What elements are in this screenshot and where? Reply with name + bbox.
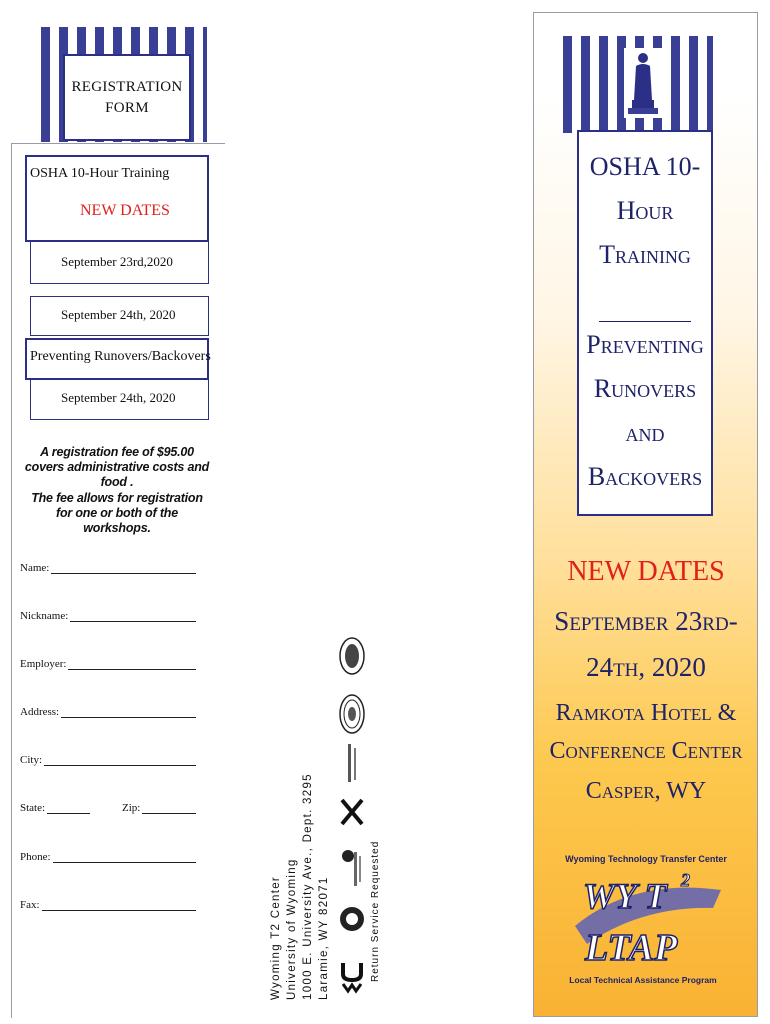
date-option-runovers-sept-24[interactable] [30, 380, 209, 420]
wyt2-ltap-logo [563, 848, 729, 988]
logo-superscript: 2 [681, 870, 690, 890]
state-field[interactable] [20, 796, 90, 814]
logo-wyt-text: WY T [583, 876, 667, 916]
name-line[interactable] [51, 562, 196, 574]
cover-subtitle-line3: and [625, 418, 665, 447]
zip-label: Zip: [122, 802, 141, 814]
address-line-2: University of Wyoming [286, 858, 298, 1000]
cover-subtitle-line2: Runovers [593, 374, 697, 403]
nickname-line[interactable] [70, 610, 196, 622]
cover-venue-line1: Ramkota Hotel & [555, 700, 737, 726]
preventing-runovers-label: Preventing Runovers/Backovers [30, 349, 211, 364]
cover-dates-line1: September 23rd- [554, 606, 738, 636]
date-option-sept-24[interactable] [30, 296, 209, 336]
cover-new-dates: NEW DATES [567, 556, 725, 587]
cover-subtitle-line1: Preventing [586, 330, 704, 359]
cover-divider [599, 321, 691, 322]
date-option-label: September 24th, 2020 [61, 307, 176, 322]
seal-icon-1 [338, 636, 366, 676]
cover-title-line3: Training [599, 240, 691, 269]
address-field[interactable] [20, 700, 196, 718]
partner-text-logo-icon [346, 742, 360, 784]
registration-form-title [63, 54, 191, 141]
cover-dates-line2: 24th, 2020 [586, 652, 706, 682]
employer-label: Employer: [20, 658, 67, 670]
state-label: State: [20, 802, 46, 814]
zip-line[interactable] [142, 802, 196, 814]
date-option-sept-23[interactable] [30, 242, 209, 284]
phone-line[interactable] [53, 851, 196, 863]
cover-venue-line2: Conference Center [549, 738, 743, 764]
return-address [268, 740, 332, 1000]
fhwa-logo-icon [338, 846, 366, 890]
city-line[interactable] [44, 754, 196, 766]
cover-subtitle-line4: Backovers [587, 462, 703, 491]
logo-bottom-text: Local Technical Assistance Program [569, 975, 717, 985]
date-option-label: September 24th, 2020 [61, 390, 176, 405]
nickname-field[interactable] [20, 604, 196, 622]
fax-line[interactable] [42, 899, 196, 911]
nickname-label: Nickname: [20, 610, 69, 622]
registration-title-line1: REGISTRATION [71, 78, 183, 95]
address-line-3: 1000 E. University Ave., Dept. 3295 [302, 773, 314, 1000]
date-option-label: September 23rd,2020 [61, 254, 173, 269]
registration-fee-text: A registration fee of $95.00 covers administrative costs and food . [24, 445, 210, 489]
chevron-logo-icon [338, 796, 366, 828]
city-label: City: [20, 754, 43, 766]
logo-ltap-text: LTAP [585, 927, 678, 969]
city-field[interactable] [20, 748, 196, 766]
new-dates-label: NEW DATES [80, 202, 170, 219]
zip-field[interactable] [122, 796, 196, 814]
figure-logo-icon [624, 48, 662, 118]
address-line-1: Wyoming T2 Center [270, 875, 282, 1000]
cover-title-line2: Hour [616, 196, 674, 225]
fax-field[interactable] [20, 893, 196, 911]
seal-icon-2 [338, 692, 366, 736]
cover-title-box [577, 130, 713, 516]
registration-title-line2: FORM [105, 99, 149, 116]
name-field[interactable] [20, 556, 196, 574]
cover-title-line1: OSHA 10- [589, 152, 701, 181]
phone-field[interactable] [20, 845, 196, 863]
fax-label: Fax: [20, 899, 40, 911]
address-label: Address: [20, 706, 60, 718]
return-service-requested: Return Service Requested [370, 840, 381, 982]
registration-fee-note: The fee allows for registration for one or both of the workshops. [31, 491, 203, 535]
cover-city: Casper, WY [585, 778, 707, 804]
address-line[interactable] [61, 706, 196, 718]
state-line[interactable] [47, 802, 90, 814]
logo-top-text: Wyoming Technology Transfer Center [565, 854, 727, 864]
wyoming-dot-logo-icon [338, 902, 366, 936]
employer-line[interactable] [68, 658, 196, 670]
uw-logo-icon [340, 960, 364, 994]
osha-training-label: OSHA 10-Hour Training [30, 166, 170, 181]
name-label: Name: [20, 562, 50, 574]
phone-label: Phone: [20, 851, 51, 863]
employer-field[interactable] [20, 652, 196, 670]
address-line-4: Laramie, WY 82071 [318, 876, 330, 1000]
